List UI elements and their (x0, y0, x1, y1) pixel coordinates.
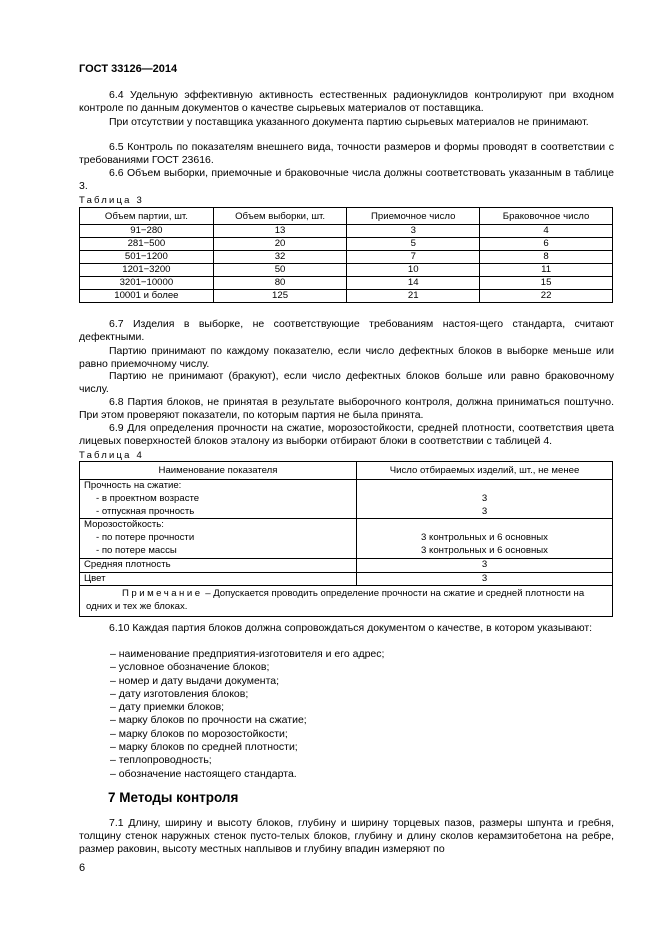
table-note-row (80, 586, 613, 617)
column-header: Объем выборки, шт. (213, 208, 347, 225)
column-header: Число отбираемых изделий, шт., не менее (357, 462, 613, 480)
table-row (80, 519, 613, 558)
table-cell: Средняя плотность (80, 558, 357, 572)
table-cell: Цвет (80, 572, 357, 586)
table-row (80, 277, 613, 290)
note-label: Примечание (122, 588, 203, 600)
table-3 (79, 207, 613, 303)
table-cell: 5 (347, 238, 480, 251)
group-item: - по потере массы (96, 544, 177, 556)
group-item: - по потере прочности (96, 532, 195, 544)
table-row (80, 290, 613, 303)
cell-value: 3 контрольных и 6 основных (421, 532, 548, 544)
cell-value: 3 контрольных и 6 основных (421, 544, 548, 556)
table-header-row (80, 462, 613, 480)
table-row (80, 480, 613, 519)
table-cell (357, 519, 613, 558)
group-item: - в проектном возрасте (96, 492, 200, 504)
list-item: – дату приемки блоков; (110, 701, 225, 714)
table-cell (80, 480, 357, 519)
group-title: Прочность на сжатие: (84, 480, 182, 491)
paragraph-no-document: При отсутствии у поставщика указанного документа партию сырьевых материалов не принимают. (109, 116, 589, 128)
paragraph-6-4: 6.4 Удельную эффективную активность естественных радионуклидов контролируют при входном контроле по данным документов о качестве сырьевых материалов от поставщика. (79, 89, 614, 115)
cell-value: 3 (481, 505, 488, 517)
table-cell: 3201−10000 (80, 277, 214, 290)
list-item: – обозначение настоящего стандарта. (110, 767, 297, 780)
column-header: Браковочное число (480, 208, 613, 225)
list-item: – номер и дату выдачи документа; (110, 674, 280, 687)
table-row (80, 225, 613, 238)
table-cell (80, 519, 357, 558)
paragraph-6-5: 6.5 Контроль по показателям внешнего вида, точности размеров и формы проводят в соответствии с требованиями ГОСТ 23616. (79, 141, 614, 167)
list-item: – дату изготовления блоков; (110, 687, 249, 700)
requirements-list (110, 648, 384, 781)
table4-caption: Таблица 4 (79, 450, 144, 461)
table-note (80, 586, 613, 617)
table-4 (79, 461, 613, 617)
table-cell: 4 (480, 225, 613, 238)
cell-value: 3 (481, 492, 488, 504)
section-7-heading: 7 Методы контроля (108, 790, 239, 805)
table-cell: 10 (347, 264, 480, 277)
table-cell: 3 (347, 225, 480, 238)
table-cell: 7 (347, 251, 480, 264)
table-row (80, 572, 613, 586)
paragraph-6-8: 6.8 Партия блоков, не принятая в результате выборочного контроля, должна приниматься поштучно. При этом проверяют показатели, по которым партия не была принята. (79, 396, 614, 422)
table-cell: 13 (213, 225, 347, 238)
table-cell: 11 (480, 264, 613, 277)
table-cell: 50 (213, 264, 347, 277)
page-number: 6 (79, 862, 86, 874)
table-cell: 10001 и более (80, 290, 214, 303)
column-header: Приемочное число (347, 208, 480, 225)
table-cell: 501−1200 (80, 251, 214, 264)
doc-header: ГОСТ 33126—2014 (79, 63, 178, 75)
paragraph-6-10: 6.10 Каждая партия блоков должна сопровождаться документом о качестве, в котором указывают: (109, 622, 593, 634)
table-cell: 6 (480, 238, 613, 251)
table-cell: 91−280 (80, 225, 214, 238)
table3-caption: Таблица 3 (79, 195, 144, 206)
paragraph-6-6: 6.6 Объем выборки, приемочные и браковочные числа должны соответствовать указанным в таблице 3. (79, 167, 614, 193)
group-title: Морозостойкость: (84, 519, 164, 531)
column-header: Наименование показателя (80, 462, 357, 480)
table-row (80, 238, 613, 251)
column-header: Объем партии, шт. (80, 208, 214, 225)
paragraph-6-9: 6.9 Для определения прочности на сжатие, морозостойкости, средней плотности, соответствия цвета лицевых поверхностей блоков эталону из выборки отбирают блоки в соответствии с таблицей 4. (79, 422, 614, 448)
table-cell (357, 480, 613, 519)
table-cell: 15 (480, 277, 613, 290)
table-cell: 3 (357, 572, 613, 586)
list-item: – марку блоков по морозостойкости; (110, 727, 288, 740)
table-cell: 32 (213, 251, 347, 264)
list-item: – наименование предприятия-изготовителя и его адрес; (110, 648, 385, 660)
paragraph-7-1: 7.1 Длину, ширину и высоту блоков, глубину и ширину торцевых пазов, размеры шпунта и гребня, толщину стенок наружных стенок пусто-телых блоков, глубину и длину сколов керамзитобетона на ребре, размер раковин, высоту местных наплывов и глубину впадин измеряют по (79, 817, 614, 856)
table-row (80, 558, 613, 572)
paragraph-6-7: 6.7 Изделия в выборке, не соответствующие требованиям настоя-щего стандарта, считают дефектными. (79, 318, 614, 344)
note-text: – Допускается проводить определение прочности на сжатие и средней плотности на одних и тех же блоках. (86, 588, 585, 613)
paragraph-accept: Партию принимают по каждому показателю, если число дефектных блоков в выборке меньше или равно приемочному числу. (79, 345, 614, 371)
table-cell: 22 (480, 290, 613, 303)
table-cell: 20 (213, 238, 347, 251)
table-cell: 3 (357, 558, 613, 572)
list-item: – теплопроводность; (110, 754, 212, 767)
table-header-row (80, 208, 613, 225)
table-cell: 1201−3200 (80, 264, 214, 277)
table-cell: 14 (347, 277, 480, 290)
list-item: – марку блоков по средней плотности; (110, 741, 298, 754)
table-cell: 8 (480, 251, 613, 264)
list-item: – марку блоков по прочности на сжатие; (110, 714, 307, 727)
table-cell: 125 (213, 290, 347, 303)
table-row (80, 251, 613, 264)
table-cell: 281−500 (80, 238, 214, 251)
list-item: – условное обозначение блоков; (110, 661, 270, 674)
table-cell: 80 (213, 277, 347, 290)
paragraph-reject: Партию не принимают (бракуют), если число дефектных блоков больше или равно браковочному числу. (79, 370, 614, 396)
table-row (80, 264, 613, 277)
group-item: - отпускная прочность (96, 505, 195, 517)
table-cell: 21 (347, 290, 480, 303)
